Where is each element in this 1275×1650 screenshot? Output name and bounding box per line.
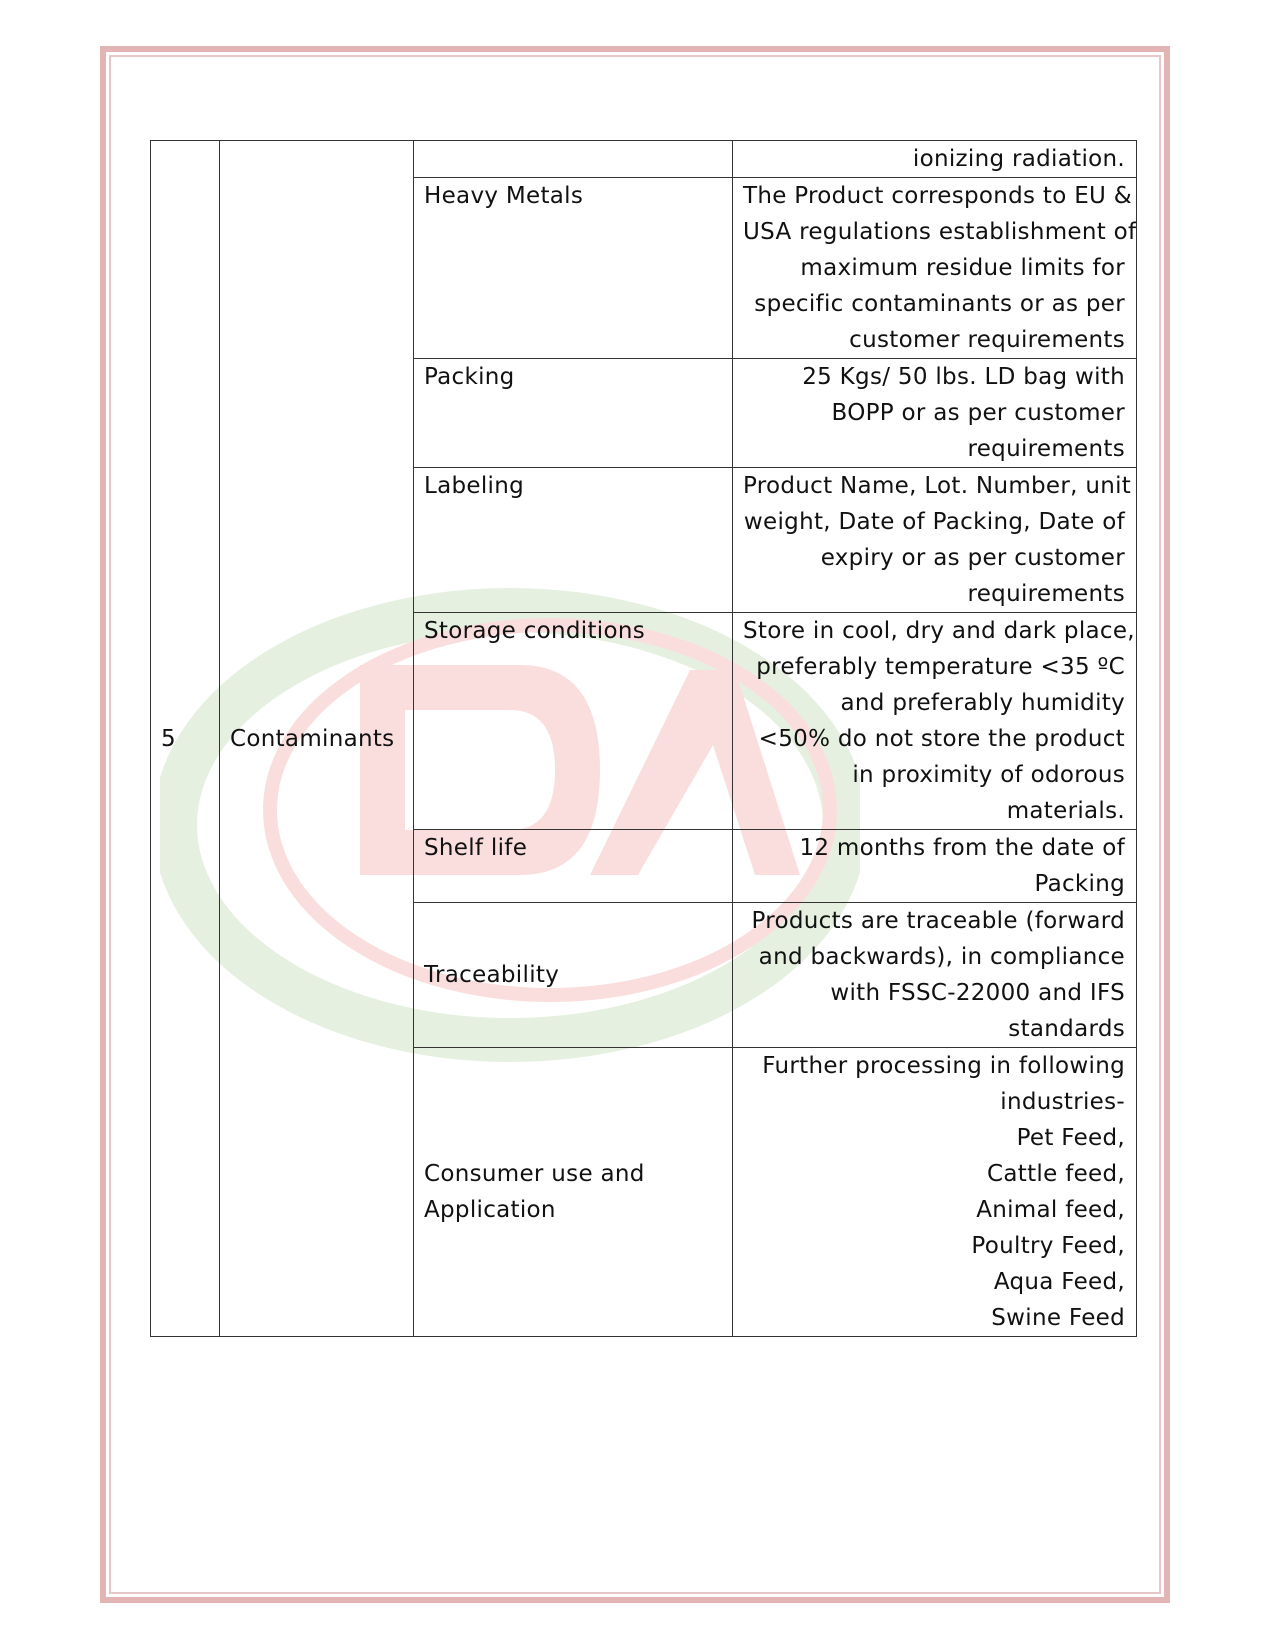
value-line: with FSSC-22000 and IFS bbox=[830, 980, 1125, 1006]
value-line: BOPP or as per customer bbox=[831, 400, 1125, 426]
value-line: customer requirements bbox=[849, 327, 1125, 353]
value-line: materials. bbox=[1006, 798, 1125, 824]
value-line: <50% do not store the product bbox=[758, 726, 1125, 752]
value-line: specific contaminants or as per bbox=[754, 291, 1125, 317]
value-line: Animal feed, bbox=[976, 1197, 1125, 1223]
value-line: Packing bbox=[1034, 871, 1125, 897]
value-line: Products are traceable (forward bbox=[751, 908, 1125, 934]
value-line: in proximity of odorous bbox=[852, 762, 1125, 788]
parameter-cell bbox=[414, 613, 733, 830]
value-line: preferably temperature <35 ºC bbox=[756, 654, 1125, 680]
value-cell bbox=[733, 178, 1137, 359]
value-cell bbox=[733, 903, 1137, 1048]
value-line: requirements bbox=[967, 581, 1125, 607]
value-line: ionizing radiation. bbox=[912, 146, 1125, 172]
parameter-cell bbox=[414, 178, 733, 359]
category-cell bbox=[220, 141, 414, 1337]
category-label: Contaminants bbox=[230, 725, 395, 752]
value-cell bbox=[733, 613, 1137, 830]
parameter-label: Consumer use and bbox=[424, 1161, 645, 1187]
parameter-label: Packing bbox=[424, 364, 515, 390]
value-line: Further processing in following bbox=[762, 1053, 1125, 1079]
table-row bbox=[151, 141, 1137, 178]
value-line: and backwards), in compliance bbox=[758, 944, 1125, 970]
parameter-cell bbox=[414, 141, 733, 178]
value-cell bbox=[733, 468, 1137, 613]
value-cell bbox=[733, 141, 1137, 178]
parameter-label: Traceability bbox=[424, 962, 560, 988]
parameter-cell bbox=[414, 1048, 733, 1337]
value-line: Product Name, Lot. Number, unit bbox=[743, 473, 1132, 499]
parameter-label: Application bbox=[424, 1197, 556, 1223]
value-line: 12 months from the date of bbox=[799, 835, 1125, 861]
value-line: Swine Feed bbox=[991, 1305, 1125, 1331]
value-line: and preferably humidity bbox=[840, 690, 1125, 716]
parameter-label: Storage conditions bbox=[424, 618, 646, 644]
value-line: Poultry Feed, bbox=[971, 1233, 1125, 1259]
row-number: 5 bbox=[161, 725, 176, 752]
parameter-label: Shelf life bbox=[424, 835, 528, 861]
value-cell bbox=[733, 1048, 1137, 1337]
value-line: requirements bbox=[967, 436, 1125, 462]
value-cell bbox=[733, 359, 1137, 468]
value-line: standards bbox=[1008, 1016, 1125, 1042]
value-line: industries- bbox=[1000, 1089, 1125, 1115]
parameter-cell bbox=[414, 468, 733, 613]
value-line: Cattle feed, bbox=[987, 1161, 1125, 1187]
value-line: 25 Kgs/ 50 lbs. LD bag with bbox=[802, 364, 1125, 390]
value-line: Aqua Feed, bbox=[993, 1269, 1125, 1295]
parameter-label: Labeling bbox=[424, 473, 525, 499]
value-line: The Product corresponds to EU & bbox=[743, 183, 1133, 209]
value-line: maximum residue limits for bbox=[800, 255, 1125, 281]
value-line: weight, Date of Packing, Date of bbox=[743, 509, 1125, 535]
parameter-cell bbox=[414, 359, 733, 468]
parameter-cell bbox=[414, 903, 733, 1048]
value-line: Pet Feed, bbox=[1016, 1125, 1125, 1151]
parameter-cell bbox=[414, 830, 733, 903]
specification-table bbox=[150, 140, 1137, 1337]
value-line: USA regulations establishment of bbox=[743, 219, 1137, 245]
row-number-cell bbox=[151, 141, 220, 1337]
parameter-label: Heavy Metals bbox=[424, 183, 584, 209]
value-cell bbox=[733, 830, 1137, 903]
value-line: expiry or as per customer bbox=[820, 545, 1125, 571]
value-line: Store in cool, dry and dark place, bbox=[743, 618, 1135, 644]
